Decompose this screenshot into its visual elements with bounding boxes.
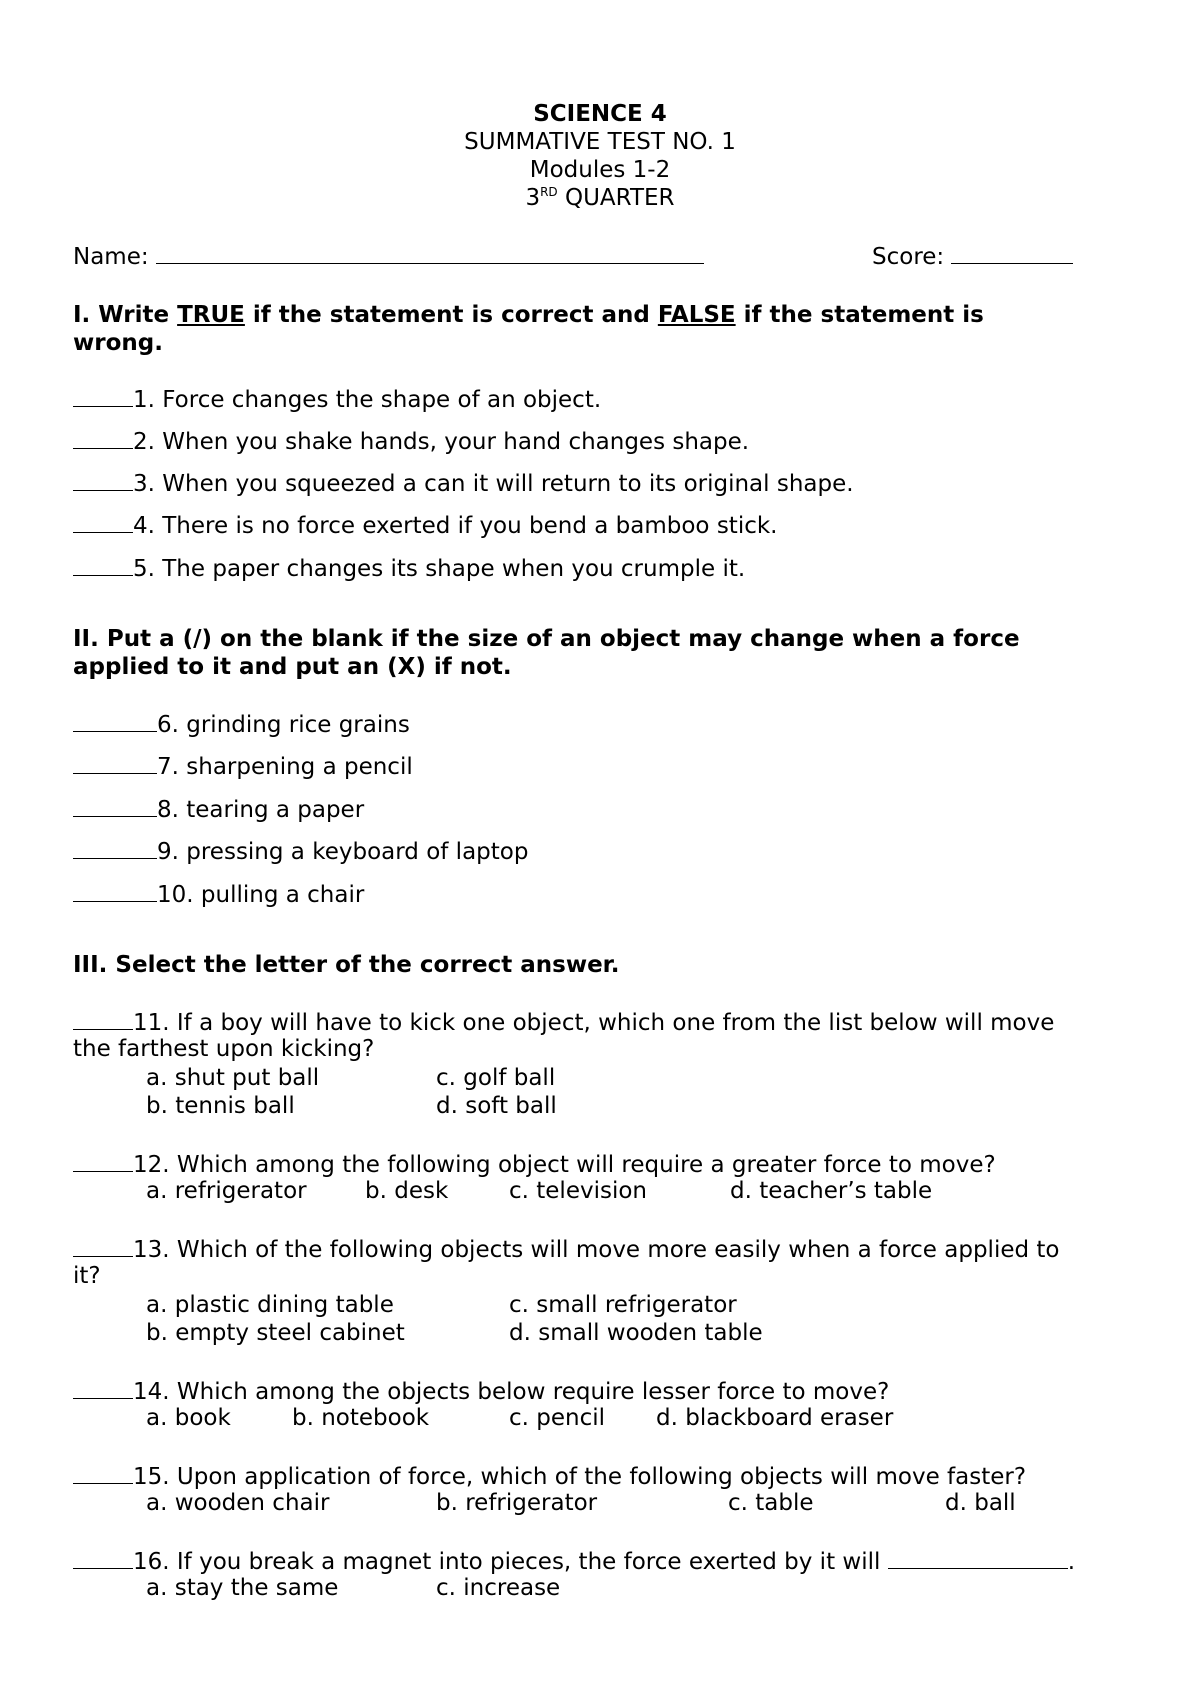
question-text: 16. If you break a magnet into pieces, the force exerted by it will — [133, 1549, 881, 1575]
choice: d. small wooden table — [509, 1320, 763, 1346]
answer-blank[interactable] — [73, 553, 133, 576]
answer-blank[interactable] — [73, 879, 157, 902]
question-item — [73, 751, 413, 781]
true-word: TRUE — [177, 302, 245, 328]
question-text: 8. tearing a paper — [157, 797, 365, 823]
subject-title: SCIENCE 4 — [533, 101, 667, 127]
question-text: 3. When you squeezed a can it will return to its original shape. — [133, 471, 854, 497]
question-text: 13. Which of the following objects will move more easily when a force applied to — [133, 1237, 1060, 1263]
score-label: Score: — [872, 244, 945, 270]
question-item — [73, 836, 528, 866]
answer-blank[interactable] — [73, 426, 133, 449]
choice: c. increase — [436, 1575, 561, 1601]
choice: a. book — [146, 1405, 231, 1431]
part1-pre: I. Write — [73, 302, 178, 328]
answer-blank[interactable] — [73, 384, 133, 407]
question-item — [73, 1007, 1054, 1037]
choice: c. golf ball — [436, 1065, 556, 1091]
question-item — [73, 1376, 889, 1406]
question-text: 7. sharpening a pencil — [157, 754, 413, 780]
question-item — [73, 384, 601, 414]
question-text-cont: it? — [73, 1263, 101, 1289]
part2-instruction-line2: applied to it and put an (X) if not. — [73, 654, 512, 680]
question-text: 2. When you shake hands, your hand changes shape. — [133, 429, 750, 455]
choice: b. refrigerator — [436, 1490, 598, 1516]
test-title: SUMMATIVE TEST NO. 1 — [464, 129, 736, 155]
part1-instruction — [73, 301, 984, 329]
choice: b. notebook — [292, 1405, 430, 1431]
question-item — [73, 879, 364, 909]
question-item — [73, 553, 745, 583]
question-text: 9. pressing a keyboard of laptop — [157, 839, 529, 865]
question-item — [73, 1461, 1026, 1491]
choice: a. wooden chair — [146, 1490, 330, 1516]
answer-blank[interactable] — [73, 751, 157, 774]
choice: d. ball — [945, 1490, 1016, 1516]
quarter-word: QUARTER — [557, 185, 675, 211]
question-item — [73, 468, 854, 498]
choice: c. small refrigerator — [509, 1292, 737, 1318]
choice: b. empty steel cabinet — [146, 1320, 405, 1346]
quarter-number: 3 — [525, 185, 541, 211]
quarter-line — [0, 184, 1200, 212]
name-row — [73, 241, 704, 271]
choice: c. table — [728, 1490, 814, 1516]
answer-blank[interactable] — [73, 1546, 133, 1569]
question-item — [73, 794, 364, 824]
question-item — [73, 426, 749, 456]
answer-blank[interactable] — [73, 1149, 133, 1172]
question-text: 12. Which among the following object will require a greater force to move? — [133, 1152, 996, 1178]
period: . — [1067, 1549, 1076, 1575]
question-text: 10. pulling a chair — [157, 882, 365, 908]
question-text: 5. The paper changes its shape when you crumple it. — [133, 556, 746, 582]
question-item — [73, 709, 410, 739]
question-item — [73, 1149, 996, 1179]
choice: d. blackboard eraser — [656, 1405, 894, 1431]
score-blank[interactable] — [951, 241, 1073, 264]
question-text: 14. Which among the objects below require lesser force to move? — [133, 1379, 890, 1405]
question-text: 6. grinding rice grains — [157, 712, 410, 738]
answer-blank[interactable] — [73, 1461, 133, 1484]
answer-blank[interactable] — [73, 1376, 133, 1399]
name-blank[interactable] — [156, 241, 704, 264]
question-text: 1. Force changes the shape of an object. — [133, 387, 602, 413]
answer-blank[interactable] — [73, 468, 133, 491]
question-item — [73, 1546, 1075, 1576]
choice: a. shut put ball — [146, 1065, 320, 1091]
part1-mid: if the statement is correct and — [244, 302, 658, 328]
answer-blank[interactable] — [73, 836, 157, 859]
choice: b. desk — [365, 1178, 449, 1204]
choice: c. pencil — [509, 1405, 606, 1431]
quarter-superscript: RD — [540, 185, 558, 199]
choice: a. stay the same — [146, 1575, 339, 1601]
false-word: FALSE — [657, 302, 736, 328]
question-text: 4. There is no force exerted if you bend a bamboo stick. — [133, 513, 778, 539]
choice: d. teacher’s table — [730, 1178, 933, 1204]
choice: c. television — [509, 1178, 647, 1204]
name-label: Name: — [73, 244, 149, 270]
choice: d. soft ball — [436, 1093, 557, 1119]
choice: b. tennis ball — [146, 1093, 295, 1119]
part3-instruction: III. Select the letter of the correct answer. — [73, 952, 620, 978]
answer-blank[interactable] — [73, 794, 157, 817]
answer-blank[interactable] — [73, 1234, 133, 1257]
question-item — [73, 1234, 1060, 1264]
choice: a. plastic dining table — [146, 1292, 394, 1318]
question-text: 11. If a boy will have to kick one object, which one from the list below will move — [133, 1010, 1055, 1036]
choice: a. refrigerator — [146, 1178, 307, 1204]
fill-in-blank[interactable] — [888, 1546, 1068, 1569]
score-row — [872, 241, 1073, 271]
answer-blank[interactable] — [73, 510, 133, 533]
part1-instruction-line2: wrong. — [73, 330, 163, 356]
question-item — [73, 510, 777, 540]
question-text-cont: the farthest upon kicking? — [73, 1036, 375, 1062]
answer-blank[interactable] — [73, 709, 157, 732]
part1-post: if the statement is — [735, 302, 984, 328]
answer-blank[interactable] — [73, 1007, 133, 1030]
question-text: 15. Upon application of force, which of the following objects will move faster? — [133, 1464, 1027, 1490]
part2-instruction: II. Put a (/) on the blank if the size of an object may change when a force — [73, 626, 1020, 652]
modules-line: Modules 1-2 — [529, 157, 671, 183]
